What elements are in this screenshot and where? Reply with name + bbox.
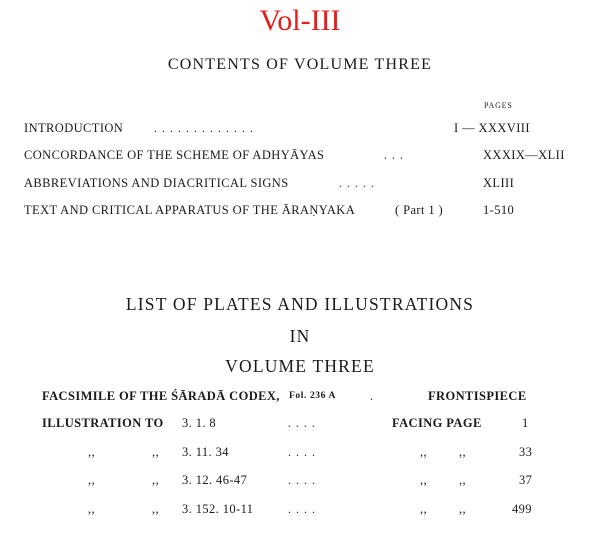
ditto-mark: ,, — [152, 445, 160, 459]
ditto-mark: ,, — [420, 445, 428, 459]
contents-title-concordance: CONCORDANCE OF THE SCHEME OF ADHYĀYAS — [24, 148, 325, 162]
contents-title-abbreviations: ABBREVIATIONS AND DIACRITICAL SIGNS — [24, 176, 289, 190]
ditto-mark: ,, — [88, 502, 96, 516]
leader-dots: . . . . — [288, 445, 316, 459]
contents-pages-abbreviations: XLIII — [483, 176, 515, 190]
contents-pages-concordance: XXXIX—XLII — [483, 148, 565, 162]
ditto-mark: ,, — [88, 473, 96, 487]
facing-page-label: FACING PAGE — [392, 416, 482, 430]
ditto-mark: ,, — [420, 473, 428, 487]
ditto-mark: ,, — [152, 473, 160, 487]
illustration-reference: 3. 11. 34 — [182, 445, 229, 459]
pages-label: PAGES — [484, 101, 513, 110]
leader-dots: . . . . — [288, 473, 316, 487]
plates-heading-in: IN — [289, 326, 311, 346]
ditto-mark: ,, — [459, 473, 467, 487]
plate-page-number: 33 — [519, 445, 533, 459]
ditto-mark: ,, — [420, 502, 428, 516]
ditto-mark: ,, — [88, 445, 96, 459]
contents-heading: CONTENTS OF VOLUME THREE — [167, 56, 433, 73]
leader-dots: . . . . — [288, 416, 316, 430]
leader-dots: . . . . . . . . . . . . . — [154, 121, 254, 135]
plates-heading: LIST OF PLATES AND ILLUSTRATIONS — [125, 294, 475, 314]
leader-dots: . . . — [384, 148, 404, 162]
facsimile-text: FACSIMILE OF THE ŚĀRADĀ CODEX, — [42, 389, 280, 403]
illustration-label: ILLUSTRATION TO — [42, 416, 164, 430]
contents-title-text: TEXT AND CRITICAL APPARATUS OF THE ĀRAṆYAKA — [24, 203, 356, 217]
plate-page-number: 499 — [512, 502, 532, 516]
volume-title: Vol-III — [259, 4, 341, 37]
contents-pages-introduction: I — XXXVIII — [454, 121, 530, 135]
leader-dots: . . . . — [288, 502, 316, 516]
ditto-mark: ,, — [152, 502, 160, 516]
ditto-mark: ,, — [459, 502, 467, 516]
illustration-reference: 3. 1. 8 — [182, 416, 217, 430]
facsimile-folio: Fol. 236 A — [289, 391, 336, 401]
plate-page-number: 37 — [519, 473, 533, 487]
contents-title-introduction: INTRODUCTION — [24, 121, 124, 135]
frontispiece-label: FRONTISPIECE — [428, 389, 527, 403]
contents-part-label: ( Part 1 ) — [395, 203, 444, 217]
plates-heading-volume: VOLUME THREE — [225, 356, 375, 376]
leader-dots: . — [370, 389, 374, 403]
plate-page-number: 1 — [522, 416, 529, 430]
illustration-reference: 3. 152. 10-11 — [182, 502, 254, 516]
leader-dots: . . . . . — [339, 176, 375, 190]
illustration-reference: 3. 12. 46-47 — [182, 473, 248, 487]
ditto-mark: ,, — [459, 445, 467, 459]
contents-pages-text: 1-510 — [483, 203, 515, 217]
